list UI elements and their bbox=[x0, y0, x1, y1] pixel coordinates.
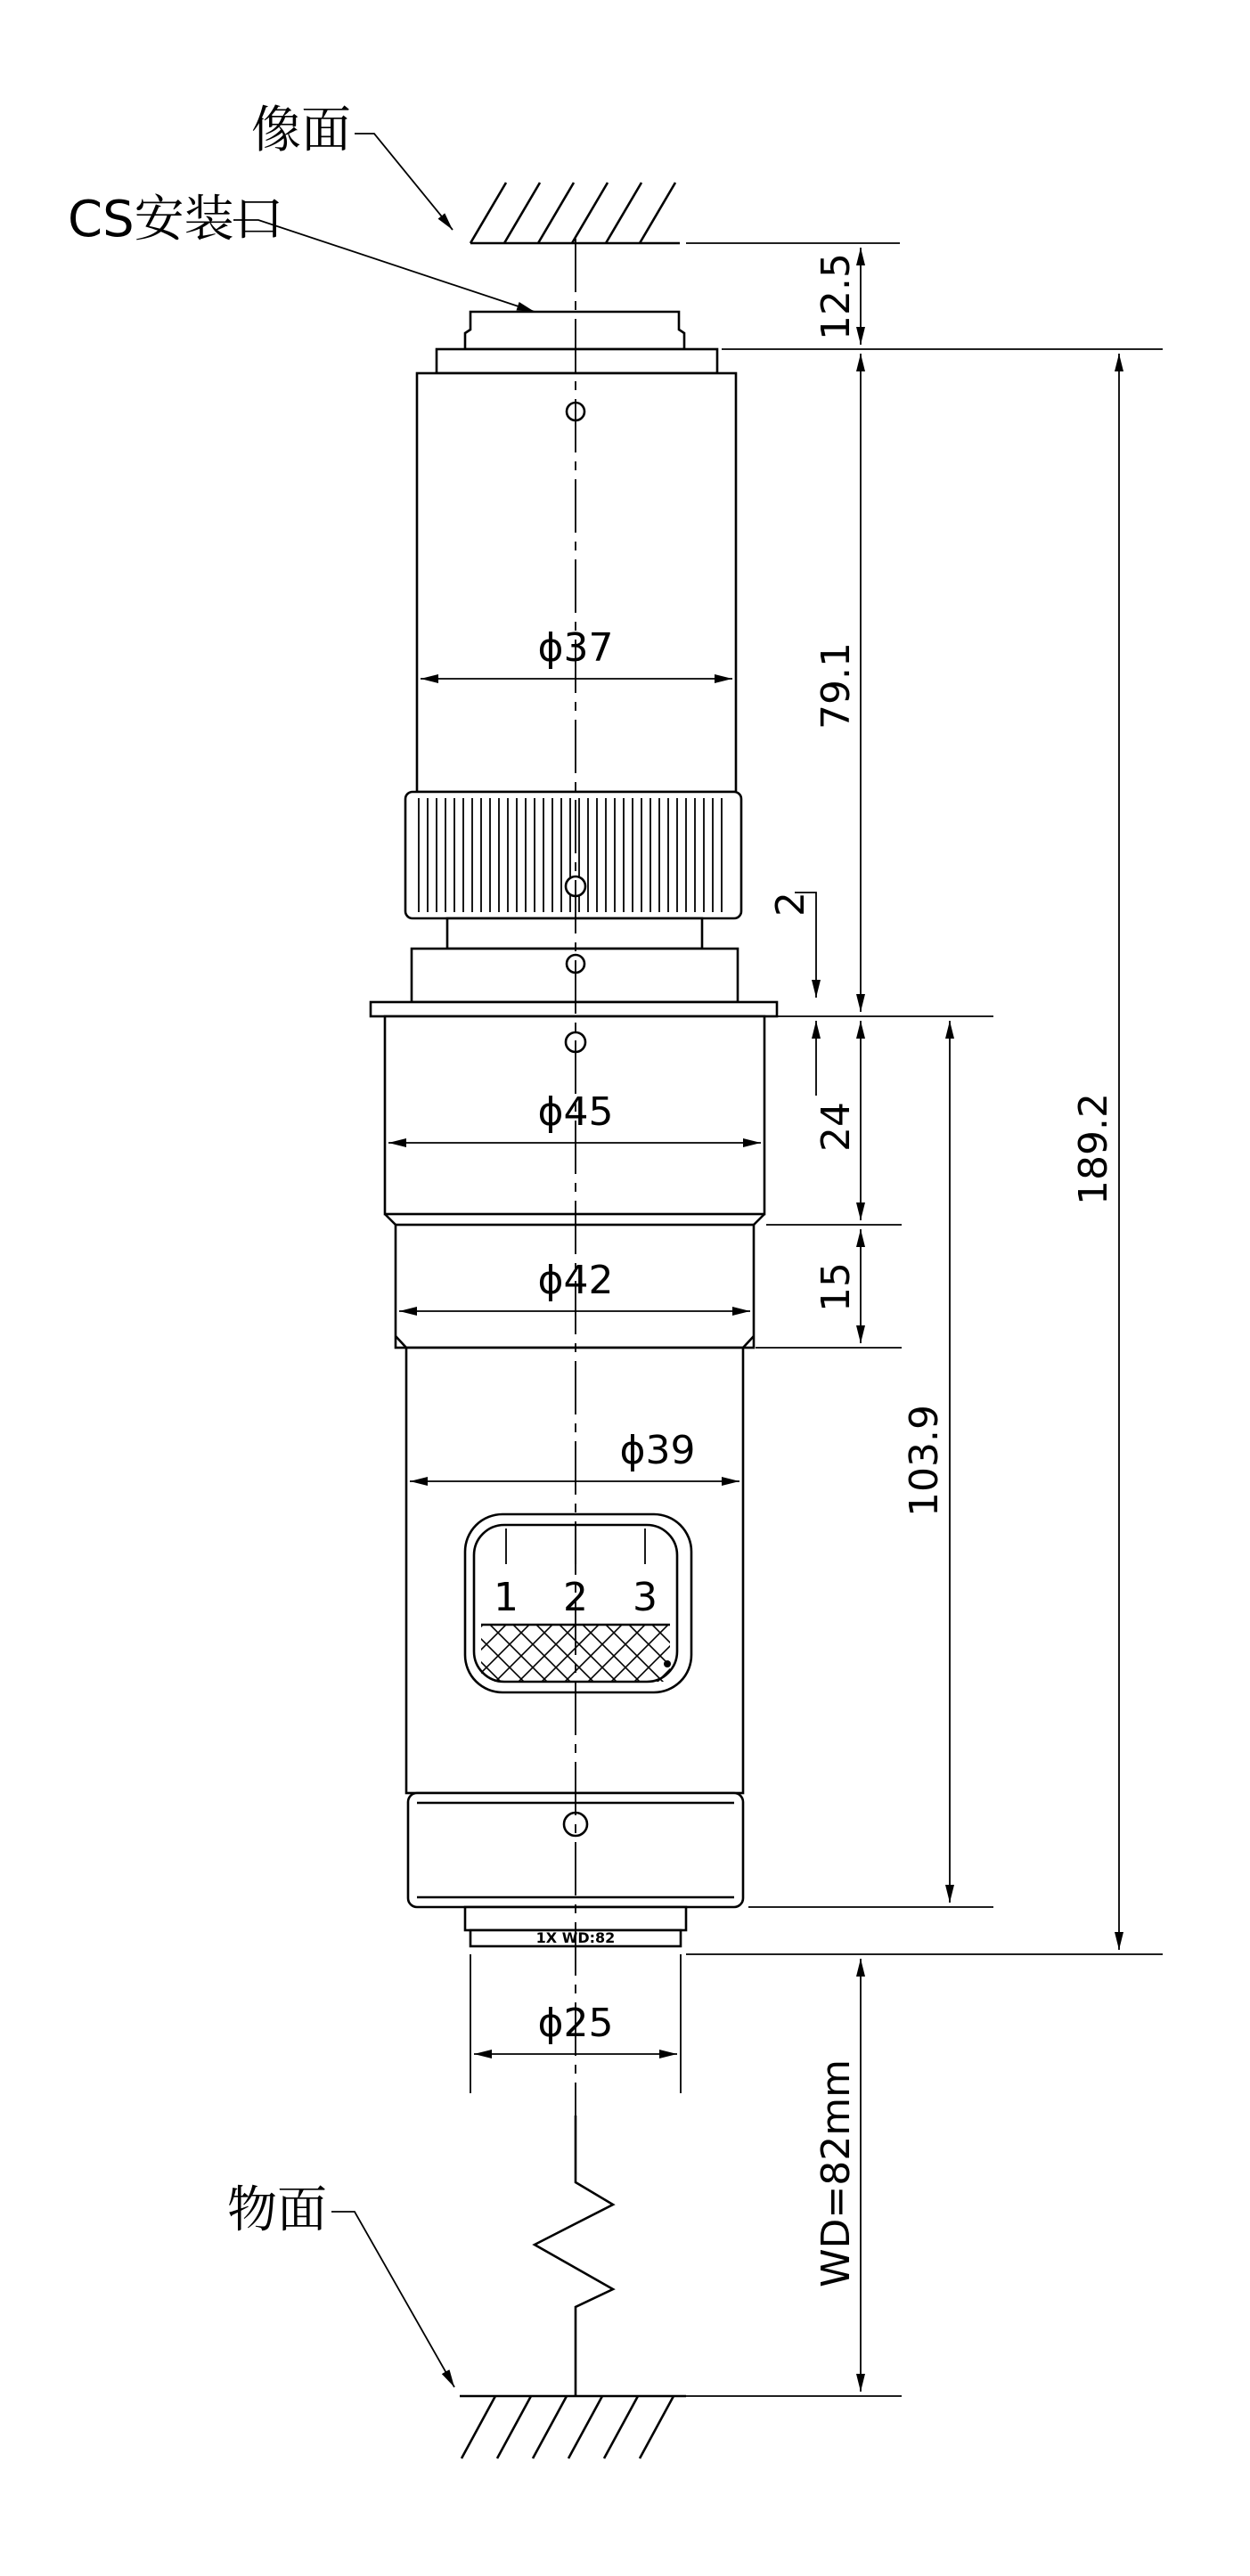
svg-text:ϕ42: ϕ42 bbox=[537, 1258, 614, 1303]
image-plane-surface bbox=[470, 183, 680, 243]
cs-mount-flange bbox=[465, 312, 684, 349]
break-zigzag bbox=[535, 2115, 613, 2396]
svg-text:103.9: 103.9 bbox=[902, 1405, 947, 1517]
scale-mark-2: 2 bbox=[563, 1575, 588, 1620]
ring-neck bbox=[447, 918, 702, 949]
knurled-focus-ring bbox=[405, 792, 741, 918]
svg-text:24: 24 bbox=[813, 1102, 859, 1152]
dim-24 bbox=[813, 1021, 861, 1220]
object-plane-callout bbox=[227, 2181, 454, 2387]
svg-text:79.1: 79.1 bbox=[813, 642, 859, 730]
extension-lines bbox=[686, 243, 1163, 2396]
svg-text:WD=82mm: WD=82mm bbox=[813, 2059, 859, 2287]
dim-working-distance bbox=[813, 1959, 861, 2392]
svg-text:ϕ25: ϕ25 bbox=[537, 2001, 614, 2046]
engraving-label: 1X WD:82 bbox=[535, 1929, 616, 1946]
dim-2 bbox=[768, 892, 816, 1096]
object-plane-surface bbox=[460, 2396, 686, 2458]
dim-189-2 bbox=[1071, 354, 1119, 1950]
svg-text:ϕ37: ϕ37 bbox=[537, 625, 614, 671]
svg-text:189.2: 189.2 bbox=[1071, 1093, 1116, 1205]
image-plane-label: 像面 bbox=[251, 102, 351, 159]
dim-79-1 bbox=[813, 354, 861, 1012]
top-cap bbox=[437, 349, 717, 373]
svg-text:ϕ39: ϕ39 bbox=[619, 1428, 696, 1473]
flange-plate bbox=[371, 1002, 777, 1016]
upper-barrel bbox=[417, 373, 736, 792]
dim-12-5 bbox=[813, 248, 861, 345]
cs-mount-callout bbox=[68, 191, 535, 312]
svg-text:ϕ45: ϕ45 bbox=[537, 1089, 614, 1135]
scale-mark-1: 1 bbox=[494, 1575, 519, 1620]
scale-mark-3: 3 bbox=[633, 1575, 658, 1620]
svg-text:2: 2 bbox=[768, 892, 813, 917]
dim-103-9 bbox=[902, 1021, 950, 1903]
object-plane-label: 物面 bbox=[227, 2181, 327, 2239]
cs-mount-label: CS安装口 bbox=[68, 191, 284, 249]
svg-text:12.5: 12.5 bbox=[813, 253, 859, 340]
dim-15 bbox=[813, 1229, 861, 1343]
svg-text:15: 15 bbox=[813, 1262, 859, 1312]
